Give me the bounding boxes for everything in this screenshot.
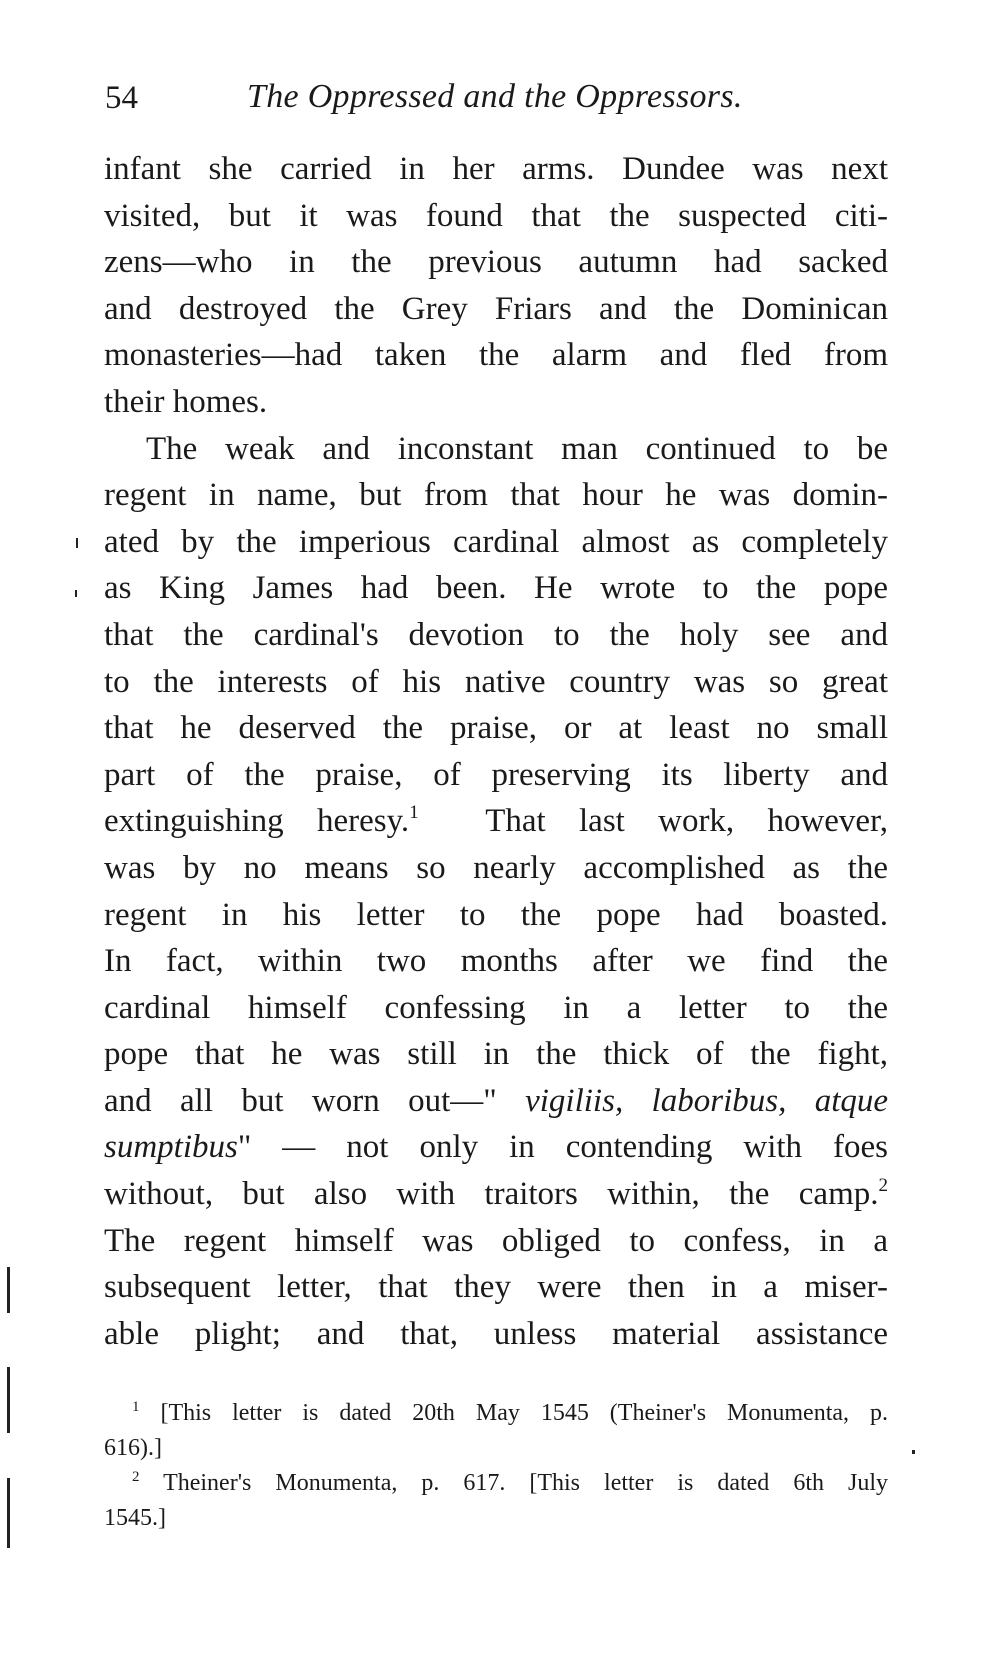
footnote-line: 1545.] — [104, 1505, 166, 1531]
text-line: pope that he was still in the thick of the fight, — [104, 1036, 888, 1073]
footnote-line — [104, 1396, 888, 1431]
page-number: 54 — [105, 80, 138, 116]
body-text — [104, 146, 888, 1357]
text-line: as King James had been. He wrote to the pope — [104, 570, 888, 607]
scan-mark — [76, 538, 78, 548]
text-line: cardinal himself confessing in a letter to the — [104, 989, 888, 1026]
text-segment: and all but worn out—" — [104, 1082, 497, 1119]
scan-mark — [7, 1478, 10, 1548]
running-title: The Oppressed and the Oppressors. — [247, 78, 743, 115]
text-line: monasteries—had taken the alarm and fled from — [104, 337, 888, 374]
text-line: able plight; and that, unless material assistance — [104, 1315, 888, 1352]
text-line: visited, but it was found that the suspected citi- — [104, 197, 888, 234]
footnote-line — [104, 1466, 888, 1501]
text-line: ated by the imperious cardinal almost as completely — [104, 523, 888, 560]
running-head — [105, 78, 895, 122]
text-line: to the interests of his native country was so great — [104, 663, 888, 700]
text-segment: without, but also with traitors within, the camp. — [104, 1176, 879, 1213]
text-line: regent in his letter to the pope had boasted. — [104, 896, 888, 933]
text-segment: That last work, however, — [485, 803, 888, 840]
latin-phrase: sumptibus — [104, 1129, 238, 1166]
text-line-with-footnote — [104, 798, 888, 845]
footnote-marker: 1 — [132, 1399, 140, 1415]
text-line: regent in name, but from that hour he was domin- — [104, 477, 888, 514]
text-line: was by no means so nearly accomplished as the — [104, 849, 888, 886]
text-segment: extinguishing heresy. — [104, 803, 410, 840]
scan-mark — [7, 1367, 10, 1433]
text-line: that the cardinal's devotion to the holy see and — [104, 616, 888, 653]
footnote-line: 616).] — [104, 1435, 162, 1461]
text-segment: " — not only in contending with foes — [237, 1129, 888, 1166]
text-line: their homes. — [104, 383, 268, 420]
scan-mark — [912, 1450, 915, 1454]
footnote-ref: 1 — [409, 802, 419, 824]
scan-mark — [7, 1267, 10, 1313]
footnote-marker: 2 — [132, 1469, 140, 1485]
text-line-with-footnote — [104, 1171, 888, 1218]
latin-phrase: vigiliis, laboribus, atque — [525, 1082, 888, 1119]
text-line: zens—who in the previous autumn had sacked — [104, 244, 888, 281]
text-line: The weak and inconstant man continued to be — [146, 430, 888, 467]
text-line: that he deserved the praise, or at least no small — [104, 710, 888, 747]
text-line-with-latin — [104, 1078, 888, 1125]
text-line-with-latin — [104, 1124, 888, 1171]
scan-mark — [75, 590, 77, 597]
footnote-text: [This letter is dated 20th May 1545 (Theiner's Monumenta, p. — [160, 1400, 888, 1426]
text-line: part of the praise, of preserving its liberty and — [104, 756, 888, 793]
text-line: subsequent letter, that they were then in a miser- — [104, 1269, 888, 1306]
text-line: and destroyed the Grey Friars and the Dominican — [104, 290, 888, 327]
footnote-text: Theiner's Monumenta, p. 617. [This letter is dated 6th July — [163, 1470, 888, 1496]
text-line: infant she carried in her arms. Dundee was next — [104, 151, 888, 187]
footnotes — [104, 1396, 888, 1536]
footnote-ref: 2 — [878, 1175, 888, 1197]
text-line: In fact, within two months after we find the — [104, 943, 888, 980]
text-line: The regent himself was obliged to confess, in a — [104, 1222, 888, 1259]
